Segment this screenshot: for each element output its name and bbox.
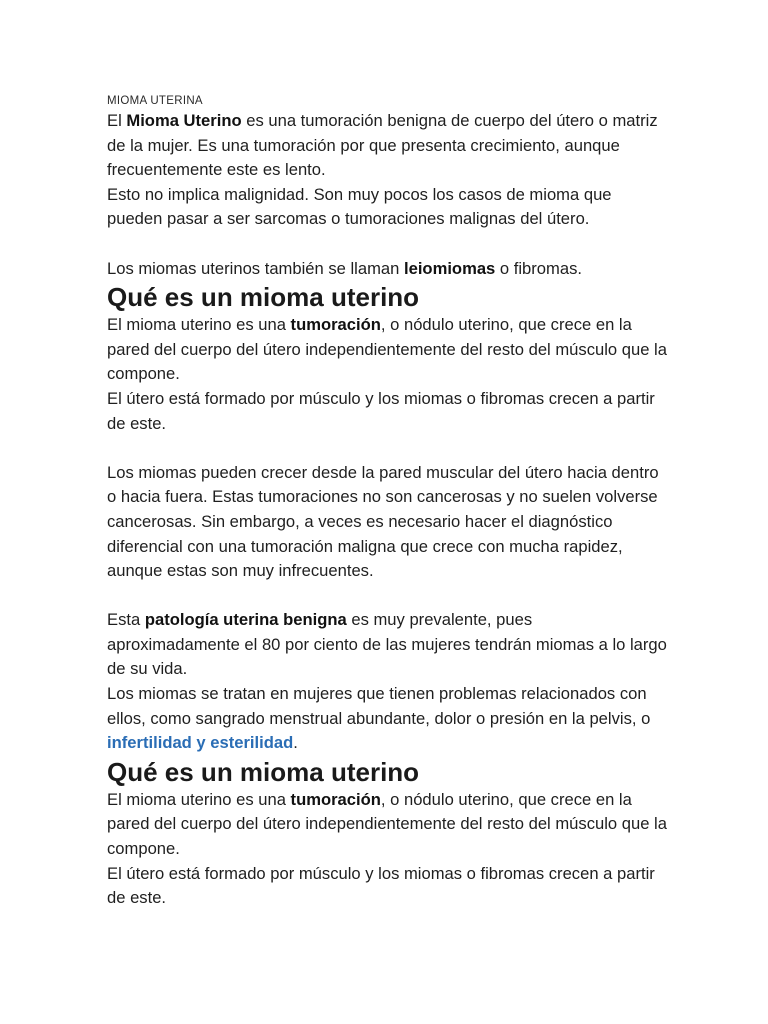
section1-paragraph-4 bbox=[107, 608, 667, 682]
infertility-link[interactable]: infertilidad y esterilidad bbox=[107, 733, 294, 753]
text-run: , o nódulo uterino, que crece en la pared del cuerpo del útero independientemente del resto del músculo que la compone. bbox=[107, 789, 667, 859]
text-run: , o nódulo uterino, que crece en la pared del cuerpo del útero independientemente del resto del músculo que la compone. bbox=[107, 315, 667, 384]
section1-paragraph-1 bbox=[107, 313, 667, 387]
text-run: El bbox=[107, 111, 127, 130]
intro-paragraph-2: Esto no implica malignidad. Son muy pocos los casos de mioma que pueden pasar a ser sarcomas o tumoraciones malignas del útero. bbox=[107, 184, 612, 229]
paragraph-spacer bbox=[107, 232, 667, 257]
paragraph-spacer bbox=[107, 584, 667, 609]
section1-paragraph-3: Los miomas pueden crecer desde la pared muscular del útero hacia dentro o hacia fuera. Estas tumoraciones no son cancerosas y no suelen volverse cancerosas. Sin embargo, a veces es necesario hacer el diagnóstico diferencial con una tumoración maligna que crece con mucha rapidez, aunque estas son muy infrecuentes. bbox=[107, 462, 659, 581]
bold-term-tumoracion: tumoración bbox=[290, 315, 381, 335]
text-run: es una tumoración benigna de cuerpo del útero o matriz de la mujer. Es una tumoración por que presenta crecimiento, aunque frecuentemente este es lento. bbox=[107, 111, 658, 180]
text-run: . bbox=[293, 733, 298, 753]
section-heading-1: Qué es un mioma uterino bbox=[107, 282, 420, 313]
text-run: Los miomas se tratan en mujeres que tienen problemas relacionados con ellos, como sangrado menstrual abundante, dolor o presión en la pelvis, o bbox=[107, 684, 651, 728]
document-page bbox=[107, 93, 667, 911]
document-kicker: MIOMA UTERINA bbox=[107, 95, 203, 107]
section-heading-2: Qué es un mioma uterino bbox=[107, 756, 420, 787]
bold-term-leiomiomas: leiomiomas bbox=[403, 258, 496, 278]
bold-term-tumoracion: tumoración bbox=[290, 789, 381, 809]
intro-paragraph-1 bbox=[107, 109, 667, 183]
text-run: es muy prevalente, pues aproximadamente el 80 por ciento de las mujeres tendrán miomas a lo largo de su vida. bbox=[107, 610, 667, 679]
text-run: El mioma uterino es una bbox=[107, 315, 291, 335]
text-run: Esta bbox=[107, 610, 145, 630]
section2-paragraph-2: El útero está formado por músculo y los miomas o fibromas crecen a partir de este. bbox=[107, 863, 655, 908]
paragraph-spacer bbox=[107, 436, 667, 461]
section1-paragraph-5 bbox=[107, 682, 667, 756]
text-run: Los miomas uterinos también se llaman bbox=[107, 258, 404, 278]
bold-term-mioma-uterino: Mioma Uterino bbox=[126, 111, 242, 130]
text-run: El mioma uterino es una bbox=[107, 789, 291, 809]
bold-term-patologia: patología uterina benigna bbox=[144, 610, 347, 630]
section1-paragraph-2: El útero está formado por músculo y los miomas o fibromas crecen a partir de este. bbox=[107, 388, 655, 433]
intro-paragraph-3 bbox=[107, 257, 667, 282]
section2-paragraph-1 bbox=[107, 788, 667, 862]
text-run: o fibromas. bbox=[495, 258, 582, 278]
